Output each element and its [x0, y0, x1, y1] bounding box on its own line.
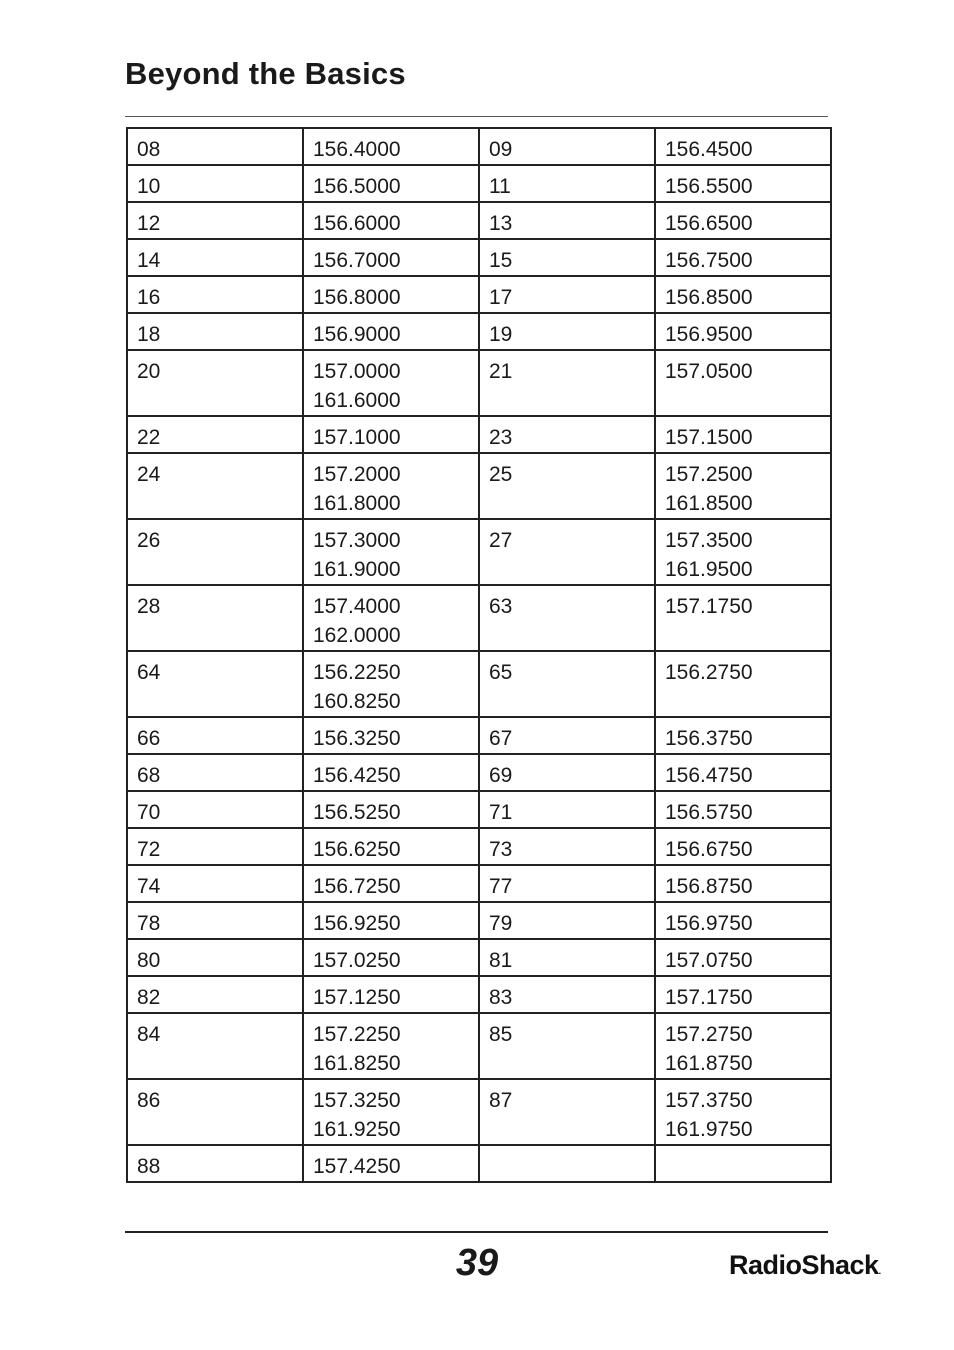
frequency-value: 157.0500	[665, 360, 753, 383]
frequency-cell	[303, 717, 479, 754]
channel-cell	[127, 976, 303, 1013]
table-row	[127, 976, 831, 1013]
frequency-value: 161.8000	[313, 492, 401, 515]
frequency-value: 156.8500	[665, 286, 753, 309]
table-row	[127, 1145, 831, 1182]
frequency-cell	[655, 939, 831, 976]
table-row	[127, 276, 831, 313]
frequency-cell	[303, 791, 479, 828]
channel-value: 64	[137, 661, 161, 684]
channel-cell	[127, 717, 303, 754]
page-title: Beyond the Basics	[125, 56, 406, 91]
channel-value: 71	[489, 801, 513, 824]
channel-cell	[127, 1145, 303, 1182]
table-row	[127, 585, 831, 651]
table-row	[127, 313, 831, 350]
channel-value: 68	[137, 764, 161, 787]
frequency-value: 156.8750	[665, 875, 753, 898]
frequency-value: 156.5500	[665, 175, 753, 198]
frequency-cell	[655, 902, 831, 939]
frequency-cell	[303, 828, 479, 865]
channel-value: 79	[489, 912, 513, 935]
channel-value: 82	[137, 986, 161, 1009]
channel-value: 27	[489, 529, 513, 552]
table-row	[127, 519, 831, 585]
channel-value: 09	[489, 138, 513, 161]
frequency-cell	[655, 1145, 831, 1182]
frequency-value: 161.9000	[313, 558, 401, 581]
frequency-cell	[655, 1013, 831, 1079]
channel-value: 16	[137, 286, 161, 309]
frequency-value: 156.3250	[313, 727, 401, 750]
frequency-value: 160.8250	[313, 690, 401, 713]
frequency-value: 156.8000	[313, 286, 401, 309]
frequency-value: 157.2250	[313, 1023, 401, 1046]
frequency-cell	[303, 453, 479, 519]
channel-cell	[479, 128, 655, 165]
channel-value: 65	[489, 661, 513, 684]
channel-value: 72	[137, 838, 161, 861]
frequency-value: 156.5000	[313, 175, 401, 198]
channel-value: 11	[489, 175, 511, 198]
channel-cell	[479, 828, 655, 865]
channel-cell	[479, 202, 655, 239]
channel-value: 26	[137, 529, 161, 552]
frequency-cell	[303, 939, 479, 976]
frequency-value: 157.4250	[313, 1155, 401, 1178]
table-row	[127, 791, 831, 828]
table-row	[127, 1079, 831, 1145]
channel-cell	[479, 976, 655, 1013]
channel-cell	[127, 313, 303, 350]
channel-value: 17	[489, 286, 513, 309]
channel-value: 77	[489, 875, 513, 898]
channel-value: 83	[489, 986, 513, 1009]
frequency-cell	[303, 239, 479, 276]
frequency-value: 156.7000	[313, 249, 401, 272]
table-row	[127, 128, 831, 165]
frequency-value: 156.6750	[665, 838, 753, 861]
frequency-cell	[655, 651, 831, 717]
channel-cell	[127, 865, 303, 902]
frequency-cell	[655, 519, 831, 585]
channel-cell	[479, 865, 655, 902]
frequency-cell	[655, 865, 831, 902]
frequency-value: 156.9250	[313, 912, 401, 935]
channel-value: 28	[137, 595, 161, 618]
table-row	[127, 453, 831, 519]
table-row	[127, 350, 831, 416]
channel-value: 12	[137, 212, 161, 235]
channel-cell	[479, 165, 655, 202]
frequency-cell	[655, 313, 831, 350]
channel-cell	[127, 350, 303, 416]
frequency-cell	[655, 128, 831, 165]
frequency-cell	[655, 791, 831, 828]
channel-cell	[127, 239, 303, 276]
brand-mark: .	[878, 1266, 881, 1276]
frequency-value: 161.8750	[665, 1052, 753, 1075]
channel-value: 63	[489, 595, 513, 618]
channel-cell	[479, 1145, 655, 1182]
frequency-value: 156.7500	[665, 249, 753, 272]
channel-value: 14	[137, 249, 161, 272]
channel-value: 80	[137, 949, 161, 972]
frequency-cell	[655, 717, 831, 754]
frequency-value: 156.6250	[313, 838, 401, 861]
brand-name: RadioShack	[729, 1250, 879, 1280]
channel-cell	[479, 1079, 655, 1145]
frequency-cell	[655, 350, 831, 416]
frequency-cell	[303, 865, 479, 902]
channel-value: 13	[489, 212, 513, 235]
table-body	[127, 128, 831, 1182]
channel-cell	[127, 165, 303, 202]
channel-cell	[127, 902, 303, 939]
frequency-cell	[655, 453, 831, 519]
channel-cell	[479, 902, 655, 939]
frequency-value: 156.4500	[665, 138, 753, 161]
channel-cell	[479, 939, 655, 976]
channel-value: 74	[137, 875, 161, 898]
frequency-value: 161.8500	[665, 492, 753, 515]
frequency-value: 156.9750	[665, 912, 753, 935]
frequency-cell	[303, 1013, 479, 1079]
frequency-cell	[655, 1079, 831, 1145]
channel-value: 87	[489, 1089, 513, 1112]
channel-value: 18	[137, 323, 161, 346]
channel-cell	[127, 416, 303, 453]
footer-divider	[125, 1231, 828, 1233]
frequency-cell	[655, 828, 831, 865]
channel-cell	[127, 128, 303, 165]
channel-cell	[127, 939, 303, 976]
channel-value: 73	[489, 838, 513, 861]
table-row	[127, 239, 831, 276]
channel-value: 70	[137, 801, 161, 824]
frequency-cell	[303, 416, 479, 453]
table-row	[127, 165, 831, 202]
frequency-cell	[303, 976, 479, 1013]
channel-cell	[479, 791, 655, 828]
frequency-value: 156.6000	[313, 212, 401, 235]
channel-cell	[127, 519, 303, 585]
frequency-cell	[655, 754, 831, 791]
channel-cell	[127, 585, 303, 651]
frequency-value: 162.0000	[313, 624, 401, 647]
channel-cell	[127, 651, 303, 717]
frequency-cell	[303, 350, 479, 416]
frequency-cell	[655, 276, 831, 313]
frequency-cell	[303, 754, 479, 791]
channel-cell	[479, 416, 655, 453]
table-row	[127, 865, 831, 902]
frequency-value: 156.4000	[313, 138, 401, 161]
frequency-value: 157.1500	[665, 426, 753, 449]
table-row	[127, 416, 831, 453]
channel-value: 08	[137, 138, 161, 161]
channel-value: 67	[489, 727, 513, 750]
frequency-cell	[655, 239, 831, 276]
table-row	[127, 754, 831, 791]
channel-cell	[127, 276, 303, 313]
frequency-value: 157.4000	[313, 595, 401, 618]
frequency-value: 157.3500	[665, 529, 753, 552]
channel-cell	[127, 453, 303, 519]
channel-cell	[479, 754, 655, 791]
channel-cell	[479, 585, 655, 651]
channel-value: 25	[489, 463, 513, 486]
frequency-cell	[655, 202, 831, 239]
frequency-cell	[303, 1145, 479, 1182]
frequency-cell	[303, 313, 479, 350]
header-divider	[125, 116, 828, 117]
frequency-value: 161.9250	[313, 1118, 401, 1141]
frequency-value: 156.9500	[665, 323, 753, 346]
frequency-value: 156.4750	[665, 764, 753, 787]
channel-cell	[479, 453, 655, 519]
frequency-cell	[303, 651, 479, 717]
frequency-value: 157.0000	[313, 360, 401, 383]
frequency-cell	[655, 165, 831, 202]
channel-cell	[127, 754, 303, 791]
channel-value: 69	[489, 764, 513, 787]
channel-value: 20	[137, 360, 161, 383]
frequency-cell	[303, 902, 479, 939]
channel-value: 81	[489, 949, 513, 972]
frequency-value: 157.1750	[665, 986, 753, 1009]
frequency-value: 157.0750	[665, 949, 753, 972]
channel-cell	[479, 313, 655, 350]
frequency-value: 157.1250	[313, 986, 401, 1009]
channel-value: 88	[137, 1155, 161, 1178]
frequency-value: 161.6000	[313, 389, 401, 412]
channel-cell	[127, 1013, 303, 1079]
channel-cell	[127, 828, 303, 865]
channel-cell	[479, 276, 655, 313]
frequency-cell	[303, 165, 479, 202]
channel-value: 84	[137, 1023, 161, 1046]
frequency-value: 156.7250	[313, 875, 401, 898]
channel-cell	[127, 791, 303, 828]
frequency-value: 157.3250	[313, 1089, 401, 1112]
channel-cell	[127, 202, 303, 239]
frequency-cell	[655, 976, 831, 1013]
frequency-value: 156.2750	[665, 661, 753, 684]
channel-cell	[479, 350, 655, 416]
frequency-cell	[303, 202, 479, 239]
frequency-cell	[303, 276, 479, 313]
frequency-value: 156.9000	[313, 323, 401, 346]
frequency-cell	[655, 416, 831, 453]
frequency-cell	[303, 519, 479, 585]
frequency-cell	[303, 585, 479, 651]
table-row	[127, 939, 831, 976]
table-row	[127, 902, 831, 939]
table-row	[127, 717, 831, 754]
channel-value: 19	[489, 323, 513, 346]
frequency-value: 161.9500	[665, 558, 753, 581]
channel-cell	[479, 1013, 655, 1079]
frequency-value: 156.5250	[313, 801, 401, 824]
frequency-value: 156.3750	[665, 727, 753, 750]
channel-cell	[479, 717, 655, 754]
frequency-value: 156.2250	[313, 661, 401, 684]
channel-value: 24	[137, 463, 161, 486]
frequency-value: 157.0250	[313, 949, 401, 972]
channel-value: 15	[489, 249, 513, 272]
radioshack-logo	[729, 1250, 881, 1281]
channel-value: 86	[137, 1089, 161, 1112]
channel-cell	[479, 239, 655, 276]
table-row	[127, 828, 831, 865]
frequency-cell	[655, 585, 831, 651]
page-number: 39	[455, 1242, 499, 1284]
frequency-cell	[303, 128, 479, 165]
frequency-value: 156.4250	[313, 764, 401, 787]
frequency-value: 157.2000	[313, 463, 401, 486]
frequency-value: 156.6500	[665, 212, 753, 235]
channel-cell	[479, 519, 655, 585]
frequency-value: 157.3000	[313, 529, 401, 552]
table-row	[127, 1013, 831, 1079]
channel-value: 78	[137, 912, 161, 935]
channel-value: 21	[489, 360, 513, 383]
channel-cell	[127, 1079, 303, 1145]
channel-cell	[479, 651, 655, 717]
frequency-value: 157.2750	[665, 1023, 753, 1046]
frequency-value: 161.9750	[665, 1118, 753, 1141]
frequency-value: 157.2500	[665, 463, 753, 486]
channel-frequency-table	[126, 127, 832, 1183]
frequency-value: 157.1000	[313, 426, 401, 449]
channel-value: 23	[489, 426, 513, 449]
channel-value: 66	[137, 727, 161, 750]
channel-value: 85	[489, 1023, 513, 1046]
frequency-value: 156.5750	[665, 801, 753, 824]
frequency-value: 161.8250	[313, 1052, 401, 1075]
frequency-value: 157.3750	[665, 1089, 753, 1112]
table-row	[127, 202, 831, 239]
frequency-value: 157.1750	[665, 595, 753, 618]
frequency-cell	[303, 1079, 479, 1145]
channel-value: 22	[137, 426, 161, 449]
channel-value: 10	[137, 175, 161, 198]
table-row	[127, 651, 831, 717]
